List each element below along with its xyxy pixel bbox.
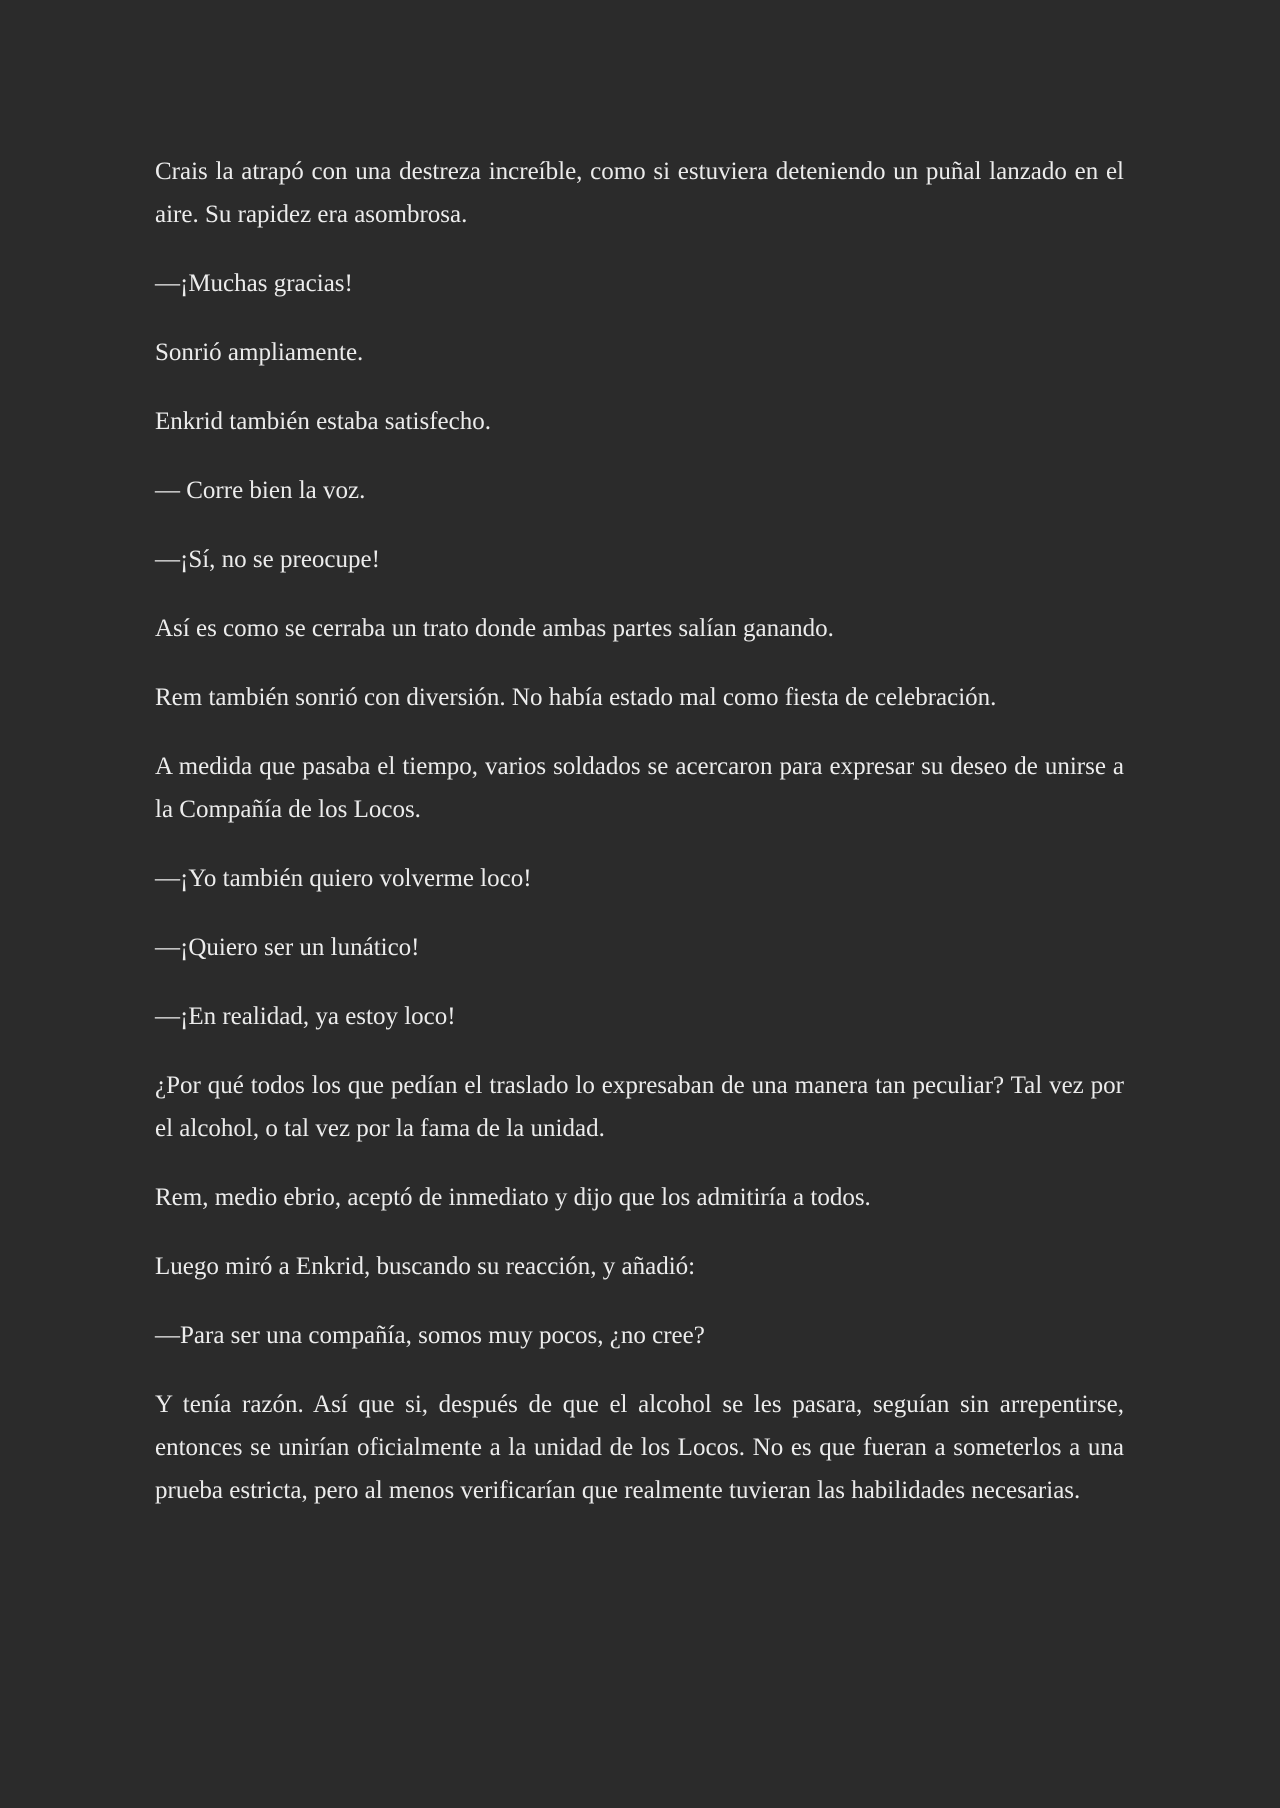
- paragraph-13: ¿Por qué todos los que pedían el traslado lo expresaban de una manera tan peculiar? Tal vez por el alcohol, o tal vez por la fama de la unidad.: [155, 1072, 1124, 1142]
- paragraph-10: —¡Yo también quiero volverme loco!: [155, 865, 532, 892]
- paragraph-2: —¡Muchas gracias!: [155, 270, 353, 297]
- paragraph-16: —Para ser una compañía, somos muy pocos, ¿no cree?: [155, 1322, 705, 1349]
- paragraph-1: Crais la atrapó con una destreza increíble, como si estuviera deteniendo un puñal lanzado en el aire. Su rapidez era asombrosa.: [155, 158, 1124, 228]
- paragraph-11: —¡Quiero ser un lunático!: [155, 934, 420, 961]
- paragraph-15: Luego miró a Enkrid, buscando su reacción, y añadió:: [155, 1253, 696, 1280]
- paragraph-3: Sonrió ampliamente.: [155, 339, 364, 366]
- document-body: [155, 150, 1124, 1538]
- paragraph-8: Rem también sonrió con diversión. No había estado mal como fiesta de celebración.: [155, 684, 997, 711]
- paragraph-14: Rem, medio ebrio, aceptó de inmediato y dijo que los admitiría a todos.: [155, 1184, 871, 1211]
- paragraph-7: Así es como se cerraba un trato donde ambas partes salían ganando.: [155, 615, 834, 642]
- paragraph-6: —¡Sí, no se preocupe!: [155, 546, 380, 573]
- paragraph-9: A medida que pasaba el tiempo, varios soldados se acercaron para expresar su deseo de unirse a la Compañía de los Locos.: [155, 753, 1124, 823]
- paragraph-17: Y tenía razón. Así que si, después de que el alcohol se les pasara, seguían sin arrepentirse, entonces se unirían oficialmente a la unidad de los Locos. No es que fueran a someterlos a una prueba estricta, pero al menos verificarían que realmente tuvieran las habilidades necesarias.: [155, 1391, 1124, 1504]
- paragraph-4: Enkrid también estaba satisfecho.: [155, 408, 491, 435]
- paragraph-5: — Corre bien la voz.: [155, 477, 366, 504]
- paragraph-12: —¡En realidad, ya estoy loco!: [155, 1003, 456, 1030]
